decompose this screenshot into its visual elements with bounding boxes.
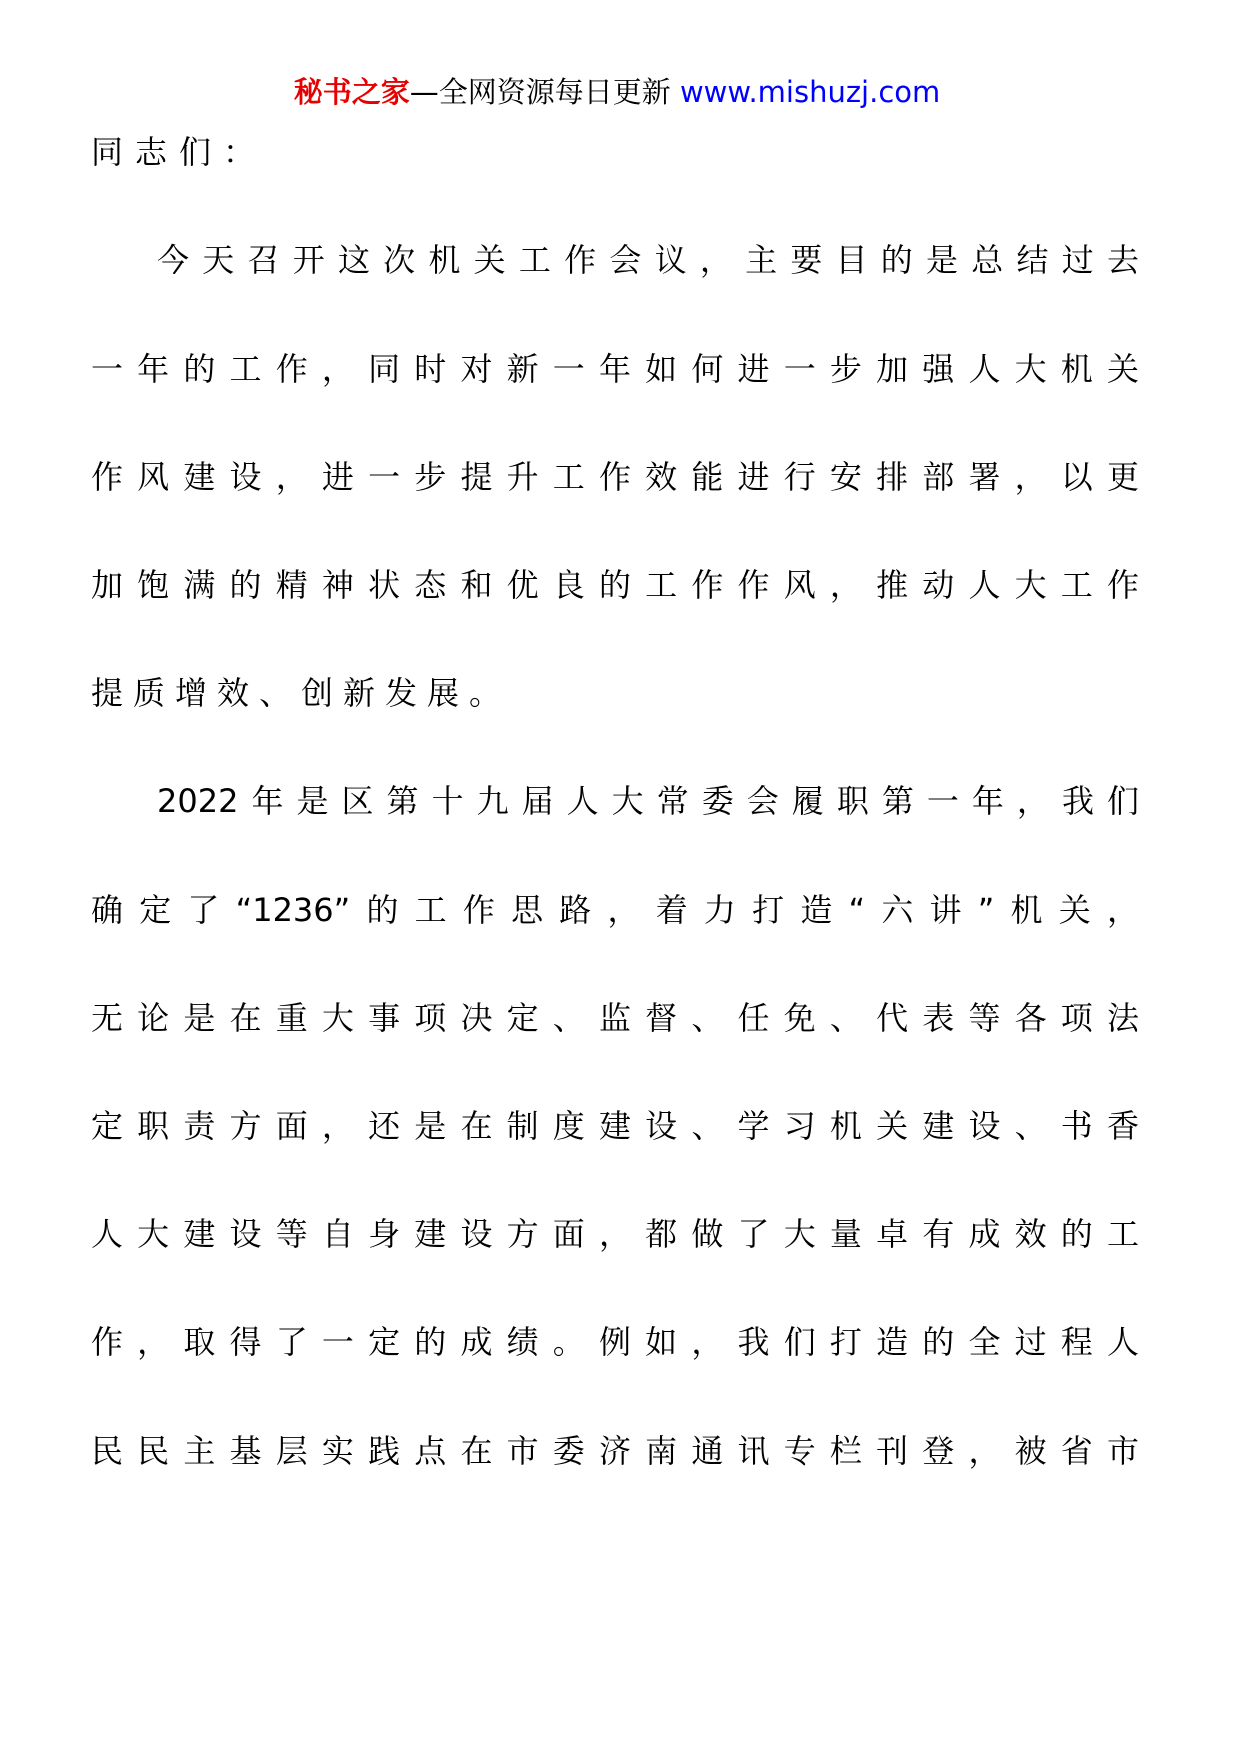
body-line-12: 民民主基层实践点在市委济南通讯专栏刊登，被省市 <box>91 1432 1139 1470</box>
body-line-2: 一年的工作，同时对新一年如何进一步加强人大机关 <box>91 350 1139 388</box>
body-line-7: 确定了“1236”的工作思路，着力打造“六讲”机关， <box>91 891 1139 929</box>
salutation: 同志们： <box>91 133 268 171</box>
body-line-5: 提质增效、创新发展。 <box>91 674 512 712</box>
body-line-8: 无论是在重大事项决定、监督、任免、代表等各项法 <box>91 999 1139 1037</box>
body-line-6: 2022年是区第十九届人大常委会履职第一年，我们 <box>157 782 1139 820</box>
header-brand: 秘书之家 <box>293 75 410 109</box>
body-line-10: 人大建设等自身建设方面，都做了大量卓有成效的工 <box>91 1215 1139 1253</box>
body-line-4: 加饱满的精神状态和优良的工作作风，推动人大工作 <box>91 566 1139 604</box>
header-tagline: —全网资源每日更新 <box>409 75 680 109</box>
body-line-1: 今天召开这次机关工作会议，主要目的是总结过去 <box>157 241 1139 279</box>
body-line-11: 作，取得了一定的成绩。例如，我们打造的全过程人 <box>91 1323 1139 1361</box>
body-line-9: 定职责方面，还是在制度建设、学习机关建设、书香 <box>91 1107 1139 1145</box>
page-header <box>0 72 1234 112</box>
body-line-3: 作风建设，进一步提升工作效能进行安排部署，以更 <box>91 458 1139 496</box>
header-url-link[interactable]: www.mishuzj.com <box>679 75 941 109</box>
